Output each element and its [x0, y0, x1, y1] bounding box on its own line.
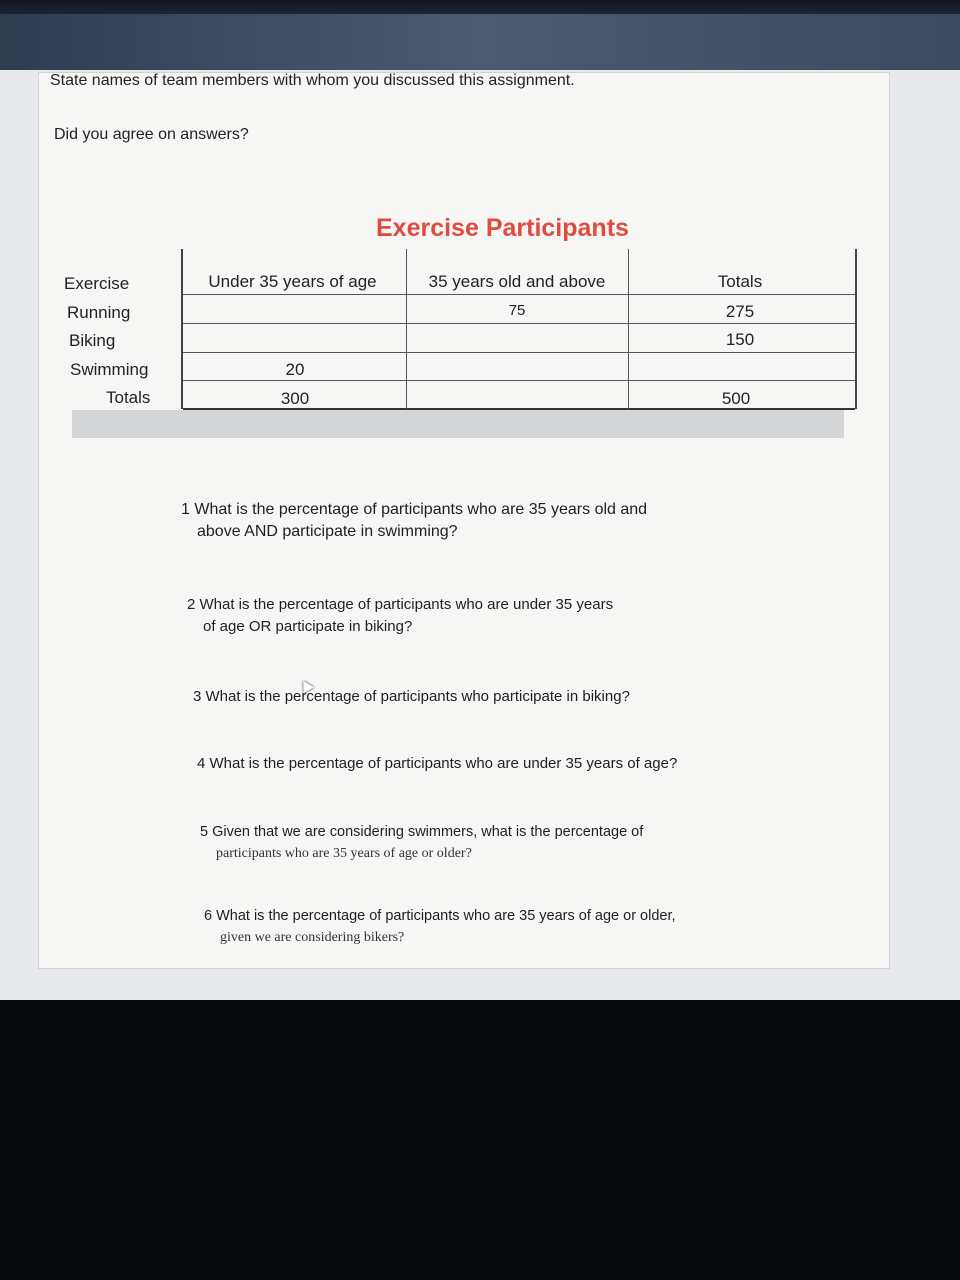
question-text: above AND participate in swimming?	[197, 523, 458, 540]
question-3	[193, 686, 630, 708]
question-2	[187, 594, 613, 638]
cell-swimming-under-35: 20	[285, 360, 305, 379]
table-footer-band	[72, 410, 844, 438]
grid-line	[406, 249, 407, 409]
question-text: 3 What is the percentage of participants who participate in biking?	[193, 688, 630, 705]
question-text: given we are considering bikers?	[220, 930, 405, 945]
app-toolbar	[0, 14, 960, 72]
agree-prompt: Did you agree on answers?	[54, 126, 249, 143]
row-label-totals: Totals	[106, 388, 151, 407]
row-label-biking: Biking	[69, 331, 116, 350]
monitor-bezel	[0, 0, 960, 14]
grid-line	[183, 323, 855, 324]
question-text: participants who are 35 years of age or older?	[216, 846, 472, 861]
question-text: 5 Given that we are considering swimmers, what is the percentage of	[200, 824, 644, 840]
team-members-prompt: State names of team members with whom you discussed this assignment.	[50, 72, 575, 89]
row-label-swimming: Swimming	[70, 360, 149, 379]
question-text: 1 What is the percentage of participants who are 35 years old and	[181, 501, 648, 518]
question-text: 4 What is the percentage of participants who are under 35 years of age?	[197, 755, 678, 772]
cell-grand-total: 500	[721, 389, 751, 408]
grid-line	[183, 352, 855, 353]
col-header-totals: Totals	[717, 272, 763, 291]
row-label-running: Running	[67, 303, 131, 322]
cell-totals-under-35: 300	[280, 389, 310, 408]
question-text: of age OR participate in biking?	[203, 618, 413, 635]
question-text: 6 What is the percentage of participants who are 35 years of age or older,	[204, 908, 676, 924]
monitor-bottom-bezel	[0, 1000, 960, 1280]
col-header-under-35: Under 35 years of age	[208, 272, 377, 291]
cell-biking-total: 150	[725, 330, 755, 349]
question-1	[181, 499, 647, 543]
question-5	[200, 821, 643, 865]
question-text: 2 What is the percentage of participants who are under 35 years	[187, 596, 614, 613]
grid-line	[183, 294, 855, 295]
grid-line	[628, 249, 629, 409]
cell-running-35-above: 75	[508, 302, 526, 319]
row-header-exercise: Exercise	[64, 274, 130, 293]
cell-running-total: 275	[725, 302, 755, 321]
question-6	[204, 905, 676, 949]
table-title: Exercise Participants	[376, 214, 629, 242]
grid-line	[183, 380, 855, 381]
col-header-35-and-above: 35 years old and above	[428, 272, 606, 291]
question-4	[197, 753, 677, 775]
